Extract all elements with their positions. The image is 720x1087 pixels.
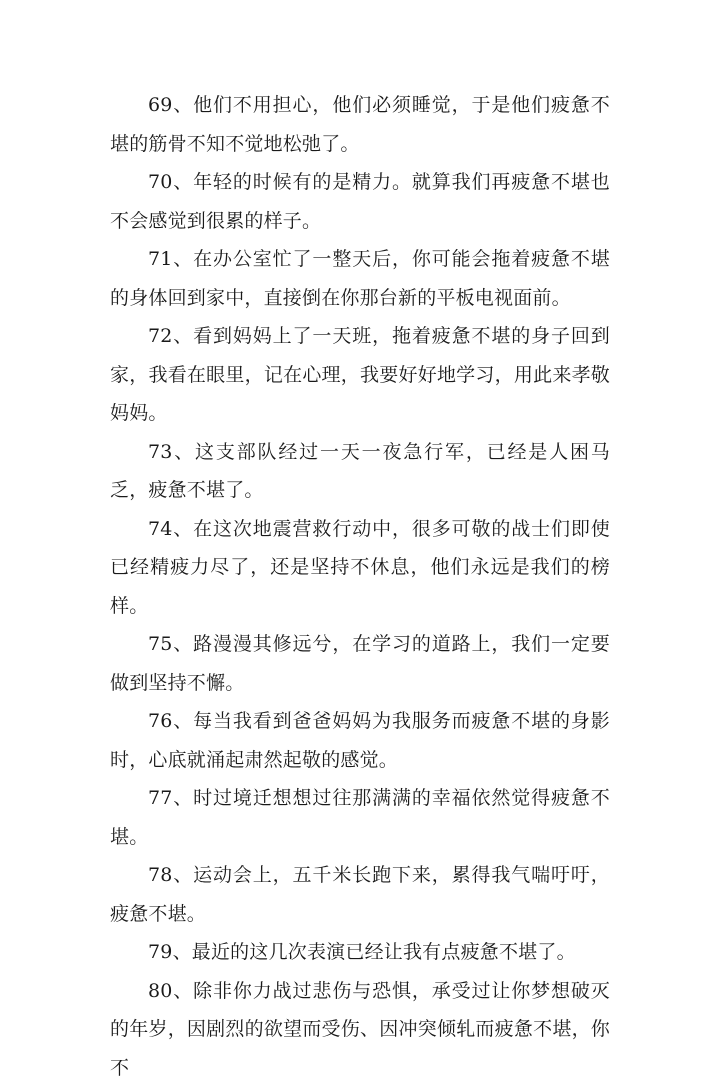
paragraph-77: 77、时过境迁想想过往那满满的幸福依然觉得疲惫不堪。: [110, 779, 610, 856]
paragraph-72: 72、看到妈妈上了一天班，拖着疲惫不堪的身子回到家，我看在眼里，记在心理，我要好好地学习，用此来孝敬妈妈。: [110, 317, 610, 433]
paragraph-71: 71、在办公室忙了一整天后，你可能会拖着疲惫不堪的身体回到家中，直接倒在你那台新的平板电视面前。: [110, 240, 610, 317]
paragraph-78: 78、运动会上，五千米长跑下来，累得我气喘吁吁，疲惫不堪。: [110, 856, 610, 933]
paragraph-79: 79、最近的这几次表演已经让我有点疲惫不堪了。: [110, 933, 610, 972]
paragraph-73: 73、这支部队经过一天一夜急行军，已经是人困马乏，疲惫不堪了。: [110, 433, 610, 510]
paragraph-70: 70、年轻的时候有的是精力。就算我们再疲惫不堪也不会感觉到很累的样子。: [110, 163, 610, 240]
paragraph-69: 69、他们不用担心，他们必须睡觉，于是他们疲惫不堪的筋骨不知不觉地松弛了。: [110, 86, 610, 163]
paragraph-74: 74、在这次地震营救行动中，很多可敬的战士们即使已经精疲力尽了，还是坚持不休息，他们永远是我们的榜样。: [110, 510, 610, 626]
document-body: [110, 86, 610, 1087]
paragraph-75: 75、路漫漫其修远兮，在学习的道路上，我们一定要做到坚持不懈。: [110, 625, 610, 702]
paragraph-76: 76、每当我看到爸爸妈妈为我服务而疲惫不堪的身影时，心底就涌起肃然起敬的感觉。: [110, 702, 610, 779]
paragraph-80: 80、除非你力战过悲伤与恐惧，承受过让你梦想破灭的年岁，因剧烈的欲望而受伤、因冲突倾轧而疲惫不堪，你不: [110, 972, 610, 1087]
